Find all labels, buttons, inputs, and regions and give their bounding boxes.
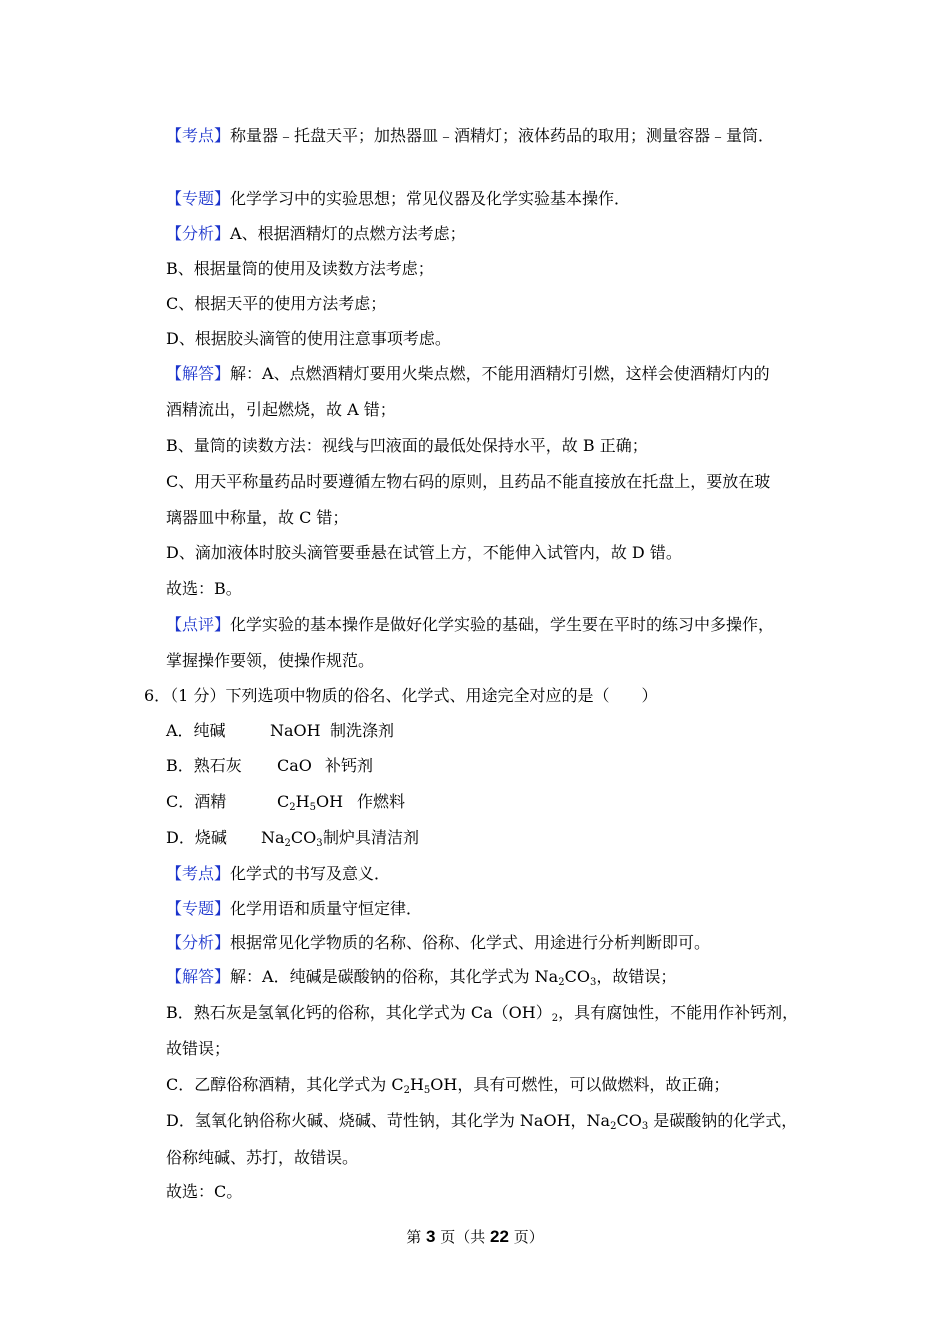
- q5-jieda-line: B、量筒的读数方法：视线与凹液面的最低处保持水平，故 B 正确；: [166, 436, 648, 455]
- q6-answer: 故选：C。: [166, 1182, 243, 1201]
- q5-dianping: 【点评】化学实验的基本操作是做好化学实验的基础，学生要在平时的练习中多操作，: [166, 615, 775, 634]
- jieda-tag: 【解答】: [166, 967, 231, 986]
- q6-jieda-b: B．熟石灰是氢氧化钙的俗称，其化学式为 $Ca(OH)_2$，具有腐蚀性，不能用作补钙剂，: [166, 1003, 799, 1024]
- zhuanti-tag: 【专题】: [166, 899, 231, 918]
- fenxi-tag: 【分析】: [166, 933, 231, 952]
- q5-jieda: 【解答】解：A、点燃酒精灯要用火柴点燃，不能用酒精灯引燃，这样会使酒精灯内的: [166, 364, 770, 383]
- q6-option-a: A．纯碱 NaOH 制洗涤剂: [166, 721, 395, 740]
- q5-dianping-line: 掌握操作要领，使操作规范。: [166, 651, 375, 670]
- kaodian-tag: 【考点】: [166, 126, 231, 145]
- q6-kaodian: 【考点】化学式的书写及意义．: [166, 864, 391, 883]
- page-footer: 第 3 页（共 22 页）: [406, 1227, 544, 1246]
- q5-kaodian: 【考点】称量器﹣托盘天平；加热器皿﹣酒精灯；液体药品的取用；测量容器﹣量筒．: [166, 126, 775, 145]
- q5-answer: 故选：B。: [166, 579, 242, 598]
- jieda-tag: 【解答】: [166, 364, 231, 383]
- q6-jieda-d: D．氢氧化钠俗称火碱、烧碱、苛性钠，其化学为 NaOH，$Na_2CO_3$ 是碳酸钠的化学式，: [166, 1111, 798, 1132]
- fenxi-tag: 【分析】: [166, 224, 231, 243]
- q5-fenxi-line: B、根据量筒的使用及读数方法考虑；: [166, 259, 434, 278]
- q5-jieda-line: 璃器皿中称量，故 C 错；: [166, 508, 349, 527]
- q5-fenxi: 【分析】A、根据酒精灯的点燃方法考虑；: [166, 224, 466, 243]
- dianping-tag: 【点评】: [166, 615, 231, 634]
- q5-fenxi-line: D、根据胶头滴管的使用注意事项考虑。: [166, 329, 451, 348]
- q6-option-c: C．酒精 $C_2H_5OH$ 作燃料: [166, 792, 406, 813]
- zhuanti-tag: 【专题】: [166, 189, 231, 208]
- q6-option-b: B．熟石灰 CaO 补钙剂: [166, 756, 374, 775]
- page-total: 22: [490, 1227, 509, 1246]
- q6-fenxi: 【分析】根据常见化学物质的名称、俗称、化学式、用途进行分析判断即可。: [166, 933, 711, 952]
- q6-jieda-d2: 俗称纯碱、苏打，故错误。: [166, 1148, 359, 1167]
- q6-jieda: 【解答】解：A．纯碱是碳酸钠的俗称，其化学式为 $Na_2CO_3$，故错误；: [166, 967, 677, 988]
- kaodian-tag: 【考点】: [166, 864, 231, 883]
- q5-jieda-line: 酒精流出，引起燃烧，故 A 错；: [166, 400, 396, 419]
- q5-fenxi-line: C、根据天平的使用方法考虑；: [166, 294, 387, 313]
- q5-jieda-line: D、滴加液体时胶头滴管要垂悬在试管上方，不能伸入试管内，故 D 错。: [166, 543, 682, 562]
- q6-jieda-c: C．乙醇俗称酒精，其化学式为 $C_2H_5OH$，具有可燃性，可以做燃料，故正确；: [166, 1075, 730, 1096]
- q6-jieda-b2: 故错误；: [166, 1039, 231, 1058]
- q6-option-d: D．烧碱 $Na_2CO_3$制炉具清洁剂: [166, 828, 420, 849]
- q6-stem: 6．（1 分）下列选项中物质的俗名、化学式、用途完全对应的是（ ）: [144, 686, 658, 705]
- q6-zhuanti: 【专题】化学用语和质量守恒定律．: [166, 899, 423, 918]
- q5-zhuanti: 【专题】化学学习中的实验思想；常见仪器及化学实验基本操作．: [166, 189, 631, 208]
- page-number: 3: [426, 1227, 436, 1246]
- q5-jieda-line: C、用天平称量药品时要遵循左物右码的原则，且药品不能直接放在托盘上，要放在玻: [166, 472, 771, 491]
